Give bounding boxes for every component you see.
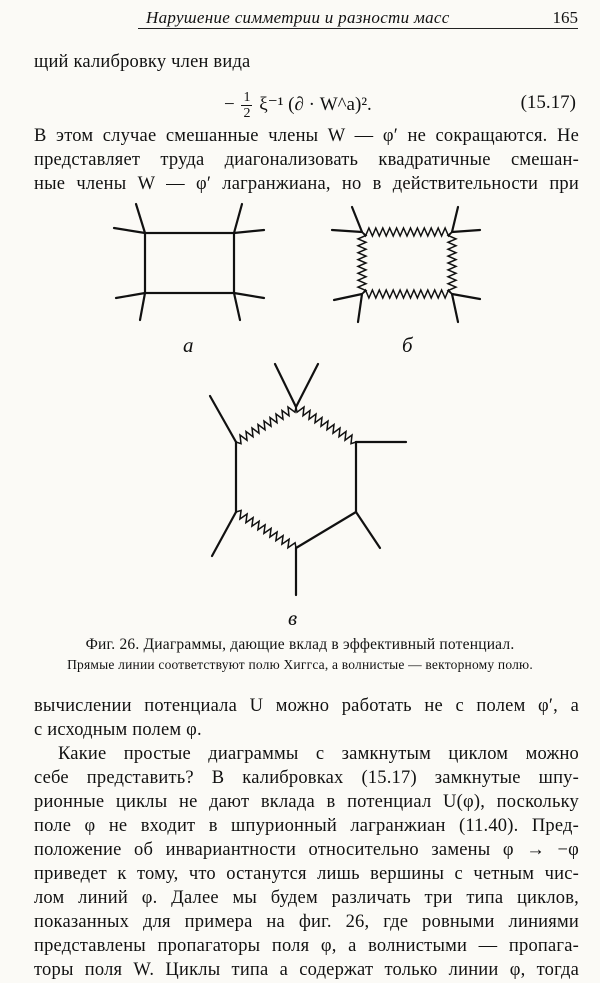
external-line <box>452 230 480 232</box>
external-line <box>114 228 145 233</box>
external-line <box>116 293 145 298</box>
diagram-label-b: б <box>402 333 413 357</box>
external-line <box>234 293 240 320</box>
external-line <box>358 294 362 322</box>
wavy-propagator <box>358 232 366 294</box>
external-line <box>234 230 264 233</box>
wavy-propagator <box>362 290 452 298</box>
equation-minus: − <box>224 93 235 115</box>
text-line: Какие простые диаграммы с замкнутым циклом можно <box>58 744 579 764</box>
external-line <box>212 512 236 556</box>
external-line <box>136 204 145 233</box>
wavy-propagator <box>296 407 356 444</box>
running-title: Нарушение симметрии и разности масс <box>146 8 450 27</box>
diagram-a <box>114 204 264 320</box>
text-line: приведет к тому, что останутся лишь вершины с четным чис- <box>34 864 579 884</box>
external-line <box>140 293 145 320</box>
higgs-loop <box>145 233 234 293</box>
wavy-propagator <box>236 510 296 548</box>
wavy-propagator <box>362 228 452 236</box>
diagram-b <box>332 207 480 322</box>
diagram-c <box>210 364 406 595</box>
fraction-denominator: 2 <box>243 106 251 121</box>
fraction-numerator: 1 <box>243 90 251 105</box>
equation-number: (15.17) <box>520 92 576 113</box>
external-line <box>234 293 264 298</box>
external-line <box>452 294 480 299</box>
external-line <box>275 364 296 407</box>
wavy-propagator <box>236 407 296 444</box>
diagram-label-c: в <box>288 606 298 630</box>
text-line: рионные циклы не дают вклада в потенциал U(φ), поскольку <box>34 792 579 812</box>
page-number: 165 <box>552 8 578 27</box>
external-line <box>356 512 380 548</box>
external-line <box>452 207 458 232</box>
diagram-label-a: а <box>183 333 194 357</box>
external-line <box>452 294 458 322</box>
vector-propagators <box>236 407 356 548</box>
external-line <box>234 204 242 233</box>
text-line: лом линий φ. Далее мы будем различать три типа циклов, <box>34 888 579 908</box>
text-line: торы поля W. Циклы типа а содержат только линии φ, тогда <box>34 960 579 980</box>
text-line: поле φ не входит в шпурионный лагранжиан (11.40). Пред- <box>34 816 579 836</box>
external-line <box>332 230 362 232</box>
text-line: щий калибровку член вида <box>34 52 251 72</box>
equation-body: ξ⁻¹ (∂ · W^a)². <box>259 93 372 115</box>
figure-caption-note: Прямые линии соответствуют полю Хиггса, а волнистые — векторному полю. <box>67 657 533 672</box>
external-line <box>352 207 362 232</box>
vector-loop <box>358 228 456 298</box>
text-line: с исходным полем φ. <box>34 720 202 740</box>
external-line <box>210 396 236 442</box>
external-line <box>334 294 362 300</box>
text-line: вычислении потенциала U можно работать не с полем φ′, а <box>34 696 579 716</box>
figure-caption: Фиг. 26. Диаграммы, дающие вклад в эффективный потенциал. <box>85 636 515 653</box>
text-line: ные члены W — φ′ лагранжиана, но в действительности при <box>34 174 579 194</box>
external-line <box>296 364 318 407</box>
text-line: представлены пропагаторы поля φ, а волнистыми — пропага- <box>34 936 579 956</box>
text-line: показанных для примера на фиг. 26, где ровными линиями <box>34 912 579 932</box>
text-line: положение об инвариантности относительно замены φ → −φ <box>34 840 579 860</box>
text-line: представляет труда диагонализовать квадратичные смешан- <box>34 150 579 170</box>
wavy-propagator <box>448 232 456 294</box>
higgs-propagator <box>296 512 356 548</box>
text-line: себе представить? В калибровках (15.17) замкнутые шпу- <box>34 768 579 788</box>
text-line: В этом случае смешанные члены W — φ′ не сокращаются. Не <box>34 126 579 146</box>
